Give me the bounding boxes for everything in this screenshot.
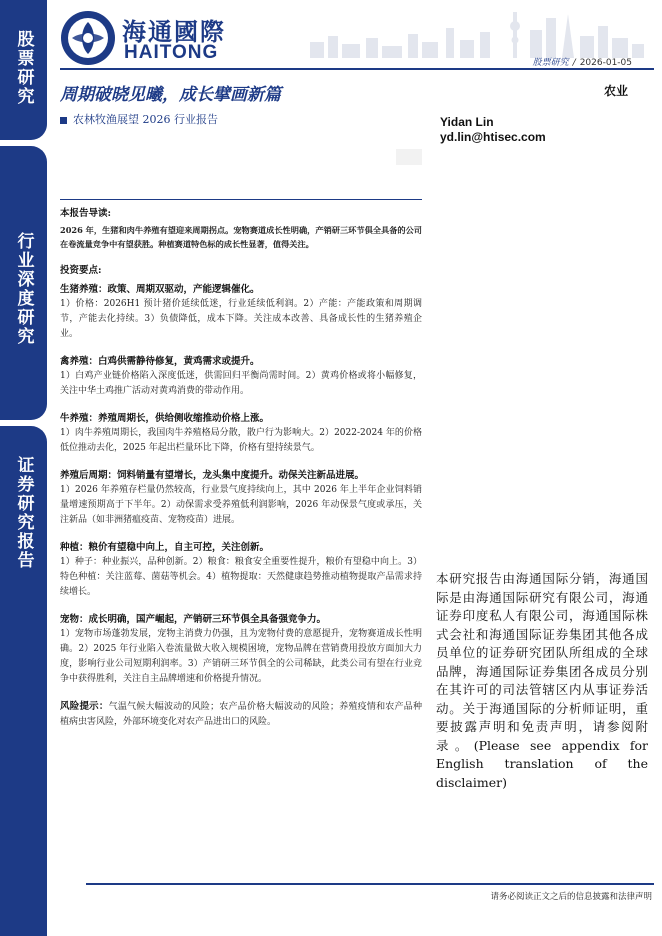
analyst-email: yd.lin@htisec.com [440,130,546,144]
section-heading-pig: 生猪养殖：政策、周期双驱动，产能逻辑催化。 [60,284,260,295]
header-divider [60,68,654,70]
sidebar-tab-stock-research-label: 股票研究 [13,30,34,106]
placeholder-box [396,149,422,165]
sidebar-tab-industry-research-label: 行业深度研究 [13,232,34,346]
key-points-heading: 投资要点: [60,265,102,276]
analyst-name: Yidan Lin [440,115,494,129]
footer-divider [86,883,654,885]
section-heading-post-cycle: 养殖后周期：饲料销量有望增长，龙头集中度提升。动保关注新品进展。 [60,470,365,481]
section-heading-poultry: 禽养殖：白鸡供需静待修复，黄鸡需求或提升。 [60,356,260,367]
sidebar-tab-industry-research [0,146,47,420]
sidebar-tab-securities-report-label: 证券研究报告 [13,456,34,570]
header-separator: / [572,58,576,68]
section-heading-planting: 种植：粮价有望稳中向上，自主可控，关注创新。 [60,542,270,553]
footer-note: 请务必阅读正文之后的信息披露和法律声明 [490,892,652,902]
section-body-cattle: 1）肉牛养殖周期长，我国肉牛养殖格局分散，散户行为影响大。2）2022-2024 年的价格低位推动去化，2025 年起出栏量环比下降，价格有望持续景气。 [60,428,422,453]
section-heading-pet: 宠物：成长明确，国产崛起，产销研三环节俱全具备强竞争力。 [60,614,327,625]
header-category: 股票研究 [532,58,569,68]
section-body-planting: 1）种子：种业振兴，品种创新。2）粮食：粮食安全重要性提升，粮价有望稳中向上。3）特色种植：关注蓝莓、菌菇等机会。4）植物提取：天然健康趋势推动植物提取产品需求持续增长。 [60,557,422,597]
section-divider [60,199,422,200]
section-body-pig: 1）价格：2026H1 预计猪价延续低迷，行业延续低利润。2）产能：产能政策和周期调节，产能去化持续。3）负债降低，成本下降。关注成本改善、具备成长性的生猪养殖企业。 [60,299,422,339]
guide-heading: 本报告导读: [60,208,112,219]
section-body-pet: 1）宠物市场蓬勃发展，宠物主消费力仍强，且为宠物付费的意愿提升，宠物赛道成长性明确。2）2025 年行业陷入卷流量做大收入规模困境，宠物品牌在营销费用投放方面加大力度，影响行业公司短期利润率。3）产销研三环节俱全的公司稀缺，此类公司有望在行业竞争中获得胜利，关注自主品牌增速和价格提升情况。 [60,629,422,684]
page-subtitle-text: 农林牧渔展望 2026 行业报告 [73,113,218,126]
sidebar-tab-stock-research [0,0,47,140]
brand-name-cn: 海通國際 [122,17,226,46]
page-title: 周期破晓见曦，成长擘画新篇 [60,85,281,105]
square-bullet-icon [60,117,67,124]
risk-body: 气温气候大幅波动的风险；农产品价格大幅波动的风险；养殖疫情和农产品种植病虫害风险，外部环境变化对农产品进出口的风险。 [60,702,422,727]
haitong-logo-icon [60,10,116,66]
risk-heading: 风险提示： [60,701,109,712]
section-body-poultry: 1）白鸡产业链价格陷入深度低迷，供需回归平衡尚需时间。2）黄鸡价格或将小幅修复，关注中华土鸡推广活动对黄鸡消费的带动作用。 [60,371,422,396]
guide-text: 2026 年，生猪和肉牛养殖有望迎来周期拐点。宠物赛道成长性明确，产销研三环节俱全具备的公司在卷流量竞争中有望获胜。种植赛道特色标的成长性显著，值得关注。 [60,225,422,249]
section-heading-cattle: 牛养殖：养殖周期长，供给侧收缩推动价格上涨。 [60,413,270,424]
main-content [60,206,422,730]
header-meta [533,55,632,68]
section-body-post-cycle: 1）2026 年养殖存栏量仍然较高，行业景气度持续向上，其中 2026 年上半年企业饲料销量增速预期高于下半年。2）动保需求受养殖低利润影响，2026 年动保景气度或承压，关注新品（如非洲猪瘟疫苗、宠物疫苗）进展。 [60,485,422,525]
page-subtitle [60,111,218,127]
sidebar-tab-securities-report [0,426,47,936]
brand-name-en: HAITONG [124,42,219,63]
header-date: 2026-01-05 [579,58,632,68]
disclaimer-text: 本研究报告由海通国际分销，海通国际是由海通国际研究有限公司，海通证券印度私人有限公司，海通国际株式会社和海通国际证券集团其他各成员单位的证券研究团队所组成的全球品牌，海通国际证券集团各成员分别在其许可的司法管辖区内从事证券活动。关于海通国际的分析师证明，重要披露声明和免责声明，请参阅附录。(Please see appendix for English translation of the disclaimer) [436,571,648,790]
risk-paragraph [60,699,422,730]
sector-label: 农业 [603,84,628,98]
city-skyline-icon [300,8,650,58]
